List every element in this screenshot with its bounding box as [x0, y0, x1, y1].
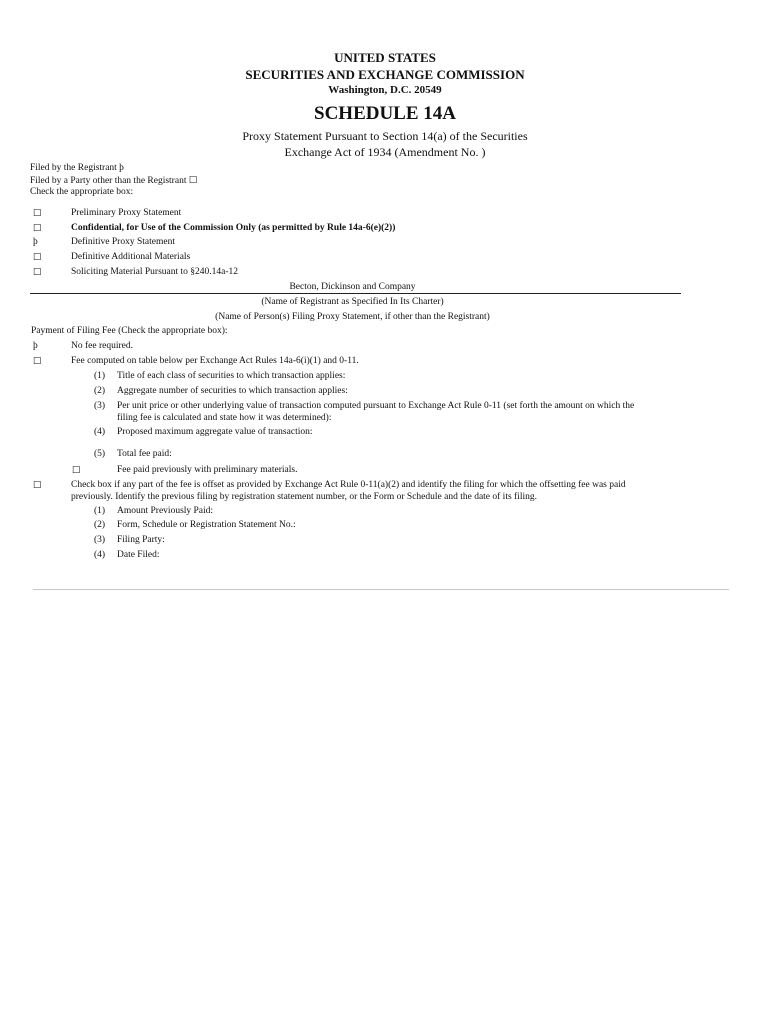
no-fee-label: No fee required.: [71, 341, 133, 351]
fee-item-number: (4): [94, 427, 106, 437]
no-fee-checkbox[interactable]: þ: [33, 341, 38, 351]
check-appropriate-box: Check the appropriate box:: [30, 187, 134, 197]
fee-item-text: Per unit price or other underlying value of transaction computed pursuant to Exchange Act Rule 0-11 (set forth the amount on which the: [117, 401, 635, 411]
filed-by-other-party: Filed by a Party other than the Registrant ☐: [30, 176, 198, 186]
option-label: Preliminary Proxy Statement: [71, 208, 182, 218]
option-label: Confidential, for Use of the Commission Only (as permitted by Rule 14a-6(e)(2)): [71, 223, 396, 233]
fee-item-text: Total fee paid:: [117, 449, 172, 459]
fee-computed-label: Fee computed on table below per Exchange Act Rules 14a-6(i)(1) and 0-11.: [71, 356, 359, 366]
header-sec: SECURITIES AND EXCHANGE COMMISSION: [245, 67, 525, 82]
offset-item-text: Amount Previously Paid:: [117, 506, 214, 516]
proxy-subtitle-line1: Proxy Statement Pursuant to Section 14(a) of the Securities: [242, 129, 528, 143]
option-checkbox[interactable]: ☐: [33, 209, 42, 219]
fee-item-text: Aggregate number of securities to which transaction applies:: [117, 386, 348, 396]
fee-offset-label-line2: previously. Identify the previous filing by registration statement number, or the Form or Schedule and the date of its filing.: [71, 492, 537, 502]
filing-person-caption: (Name of Person(s) Filing Proxy Statement, if other than the Registrant): [215, 312, 490, 322]
page-break-rule: [33, 589, 729, 590]
offset-item-text: Date Filed:: [117, 550, 160, 560]
schedule-title: SCHEDULE 14A: [314, 103, 456, 124]
option-checkbox[interactable]: ☐: [33, 224, 42, 234]
fee-prev-paid-label: Fee paid previously with preliminary materials.: [117, 465, 298, 475]
offset-item-number: (3): [94, 535, 106, 545]
option-label: Soliciting Material Pursuant to §240.14a-12: [71, 267, 239, 277]
offset-item-text: Filing Party:: [117, 535, 165, 545]
proxy-subtitle-line2: Exchange Act of 1934 (Amendment No. ): [284, 145, 486, 159]
fee-prev-paid-checkbox[interactable]: ☐: [72, 466, 81, 476]
fee-item-number: (1): [94, 371, 106, 381]
fee-item-number: (3): [94, 401, 106, 411]
registrant-name-caption: (Name of Registrant as Specified In Its Charter): [261, 297, 444, 307]
header-location: Washington, D.C. 20549: [328, 84, 442, 96]
fee-computed-checkbox[interactable]: ☐: [33, 357, 42, 367]
offset-item-number: (2): [94, 520, 106, 530]
offset-item-text: Form, Schedule or Registration Statement No.:: [117, 520, 296, 530]
fee-item-text-continued: filing fee is calculated and state how it was determined):: [117, 413, 332, 423]
option-label: Definitive Proxy Statement: [71, 237, 175, 247]
registrant-name: Becton, Dickinson and Company: [289, 282, 416, 292]
option-checkbox[interactable]: ☐: [33, 253, 42, 263]
option-checkbox[interactable]: ☐: [33, 268, 42, 278]
header-united-states: UNITED STATES: [334, 50, 436, 65]
fee-item-text: Proposed maximum aggregate value of transaction:: [117, 427, 313, 437]
option-label: Definitive Additional Materials: [71, 252, 191, 262]
fee-item-number: (5): [94, 449, 106, 459]
payment-heading: Payment of Filing Fee (Check the appropriate box):: [31, 326, 228, 336]
fee-offset-checkbox[interactable]: ☐: [33, 481, 42, 491]
registrant-rule: [30, 293, 681, 294]
offset-item-number: (4): [94, 550, 106, 560]
fee-offset-label-line1: Check box if any part of the fee is offset as provided by Exchange Act Rule 0-11(a)(2) and identify the filing for which the offsetting fee was paid: [71, 480, 626, 490]
fee-item-number: (2): [94, 386, 106, 396]
fee-item-text: Title of each class of securities to which transaction applies:: [117, 371, 346, 381]
option-checkbox[interactable]: þ: [33, 237, 38, 247]
filed-by-registrant: Filed by the Registrant þ: [30, 163, 124, 173]
offset-item-number: (1): [94, 506, 106, 516]
